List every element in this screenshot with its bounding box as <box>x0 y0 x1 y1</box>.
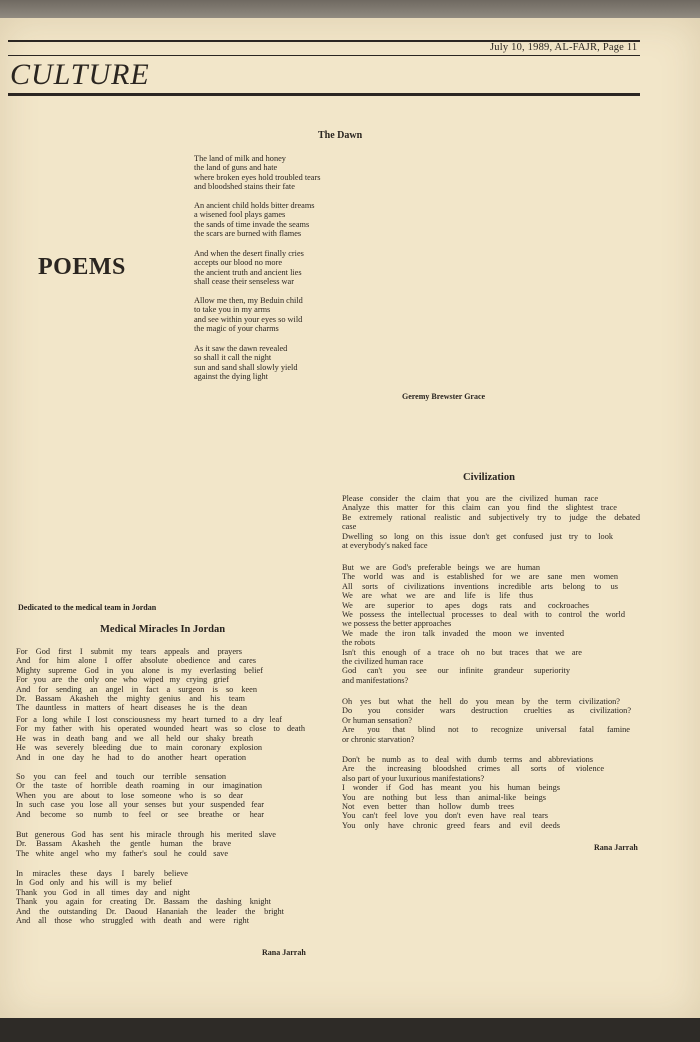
poem-line: Are you that blind not to recognize universal fatal famine <box>342 725 630 735</box>
poem-line: You are nothing but less than animal-like beings <box>342 792 546 802</box>
dedication: Dedicated to the medical team in Jordan <box>18 603 157 612</box>
header-rule-bottom <box>8 93 640 96</box>
poem-line: For a long while I lost consciousness my heart turned to a dry leaf <box>16 715 282 724</box>
section-title: CULTURE <box>10 58 150 91</box>
dawn-stanza-5 <box>194 344 297 382</box>
civilization-title: Civilization <box>463 472 515 483</box>
poem-line: the land of guns and hate <box>194 163 278 173</box>
poem-line: Be extremely rational realistic and subjectively try to judge the debated <box>342 512 640 522</box>
poem-line: And the outstanding Dr. Daoud Hananiah the leader the bright <box>16 906 284 916</box>
poem-line: Don't be numb as to deal with dumb terms and abbreviations <box>342 755 593 764</box>
poem-line: He was severely bleeding due to main coronary explosion <box>16 743 262 753</box>
poem-line: We are what we are and life is life thus <box>342 591 533 601</box>
scan-edge-bottom <box>0 1018 700 1042</box>
poem-line: Allow me then, my Beduin child <box>194 296 303 305</box>
poem-line: The white angel who my father's soul he could save <box>16 848 228 858</box>
poem-line: Analyze this matter for this claim can you find the slightest trace <box>342 503 617 513</box>
dawn-title: The Dawn <box>318 130 363 141</box>
poem-line: the magic of your charms <box>194 324 279 334</box>
poem-line: In God only and his will is my belief <box>16 878 172 888</box>
poem-line: Dr. Bassam Akasheh the mighty genius and his team <box>16 694 245 704</box>
poem-line: We possess the intellectual processes to deal with to control the world <box>342 610 625 620</box>
poem-line: We are superior to apes dogs rats and cockroaches <box>342 600 589 610</box>
page-folio: July 10, 1989, AL-FAJR, Page 11 <box>490 42 638 53</box>
civilization-author: Rana Jarrah <box>594 843 638 852</box>
poem-line: For you are the only one who wiped my crying grief <box>16 675 229 685</box>
poem-line: And all those who struggled with death and were right <box>16 916 249 926</box>
poem-line: We made the iron talk invaded the moon we invented <box>342 628 564 638</box>
poem-line: the ancient truth and ancient lies <box>194 267 302 277</box>
poem-line: All sorts of civilizations inventions incredible arts belong to us <box>342 581 618 591</box>
medical-stanza-3 <box>16 772 312 819</box>
civilization-stanza-1 <box>342 494 640 550</box>
poem-line: Or human sensation? <box>342 715 413 725</box>
poem-line: I wonder if God has meant you his human beings <box>342 783 560 793</box>
poem-line: also part of your luxurious manifestations? <box>342 773 485 783</box>
medical-stanza-5 <box>16 869 312 925</box>
poem-line: Are the increasing bloodshed crimes all sorts of violence <box>342 764 604 774</box>
poem-line: and see within your eyes so wild <box>194 314 303 324</box>
poem-line: where broken eyes hold troubled tears <box>194 172 321 182</box>
poem-line: sun and sand shall slowly yield <box>194 362 298 372</box>
poem-line: we possess the better approaches <box>342 619 452 629</box>
poem-line: God can't you see our infinite grandeur superiority <box>342 666 570 676</box>
header-rule-mid <box>8 55 640 56</box>
poem-line: And in one day he had to do another heart operation <box>16 752 246 762</box>
medical-stanza-4 <box>16 830 312 858</box>
poem-line: against the dying light <box>194 372 268 382</box>
civilization-stanza-2 <box>342 563 640 685</box>
poem-line: and bloodshed stains their fate <box>194 182 295 192</box>
poem-line: Dr. Bassam Akasheh the gentle human the brave <box>16 839 231 849</box>
medical-title: Medical Miracles In Jordan <box>100 624 226 635</box>
poem-line: In miracles these days I barely believe <box>16 869 188 878</box>
poem-line: the civilized human race <box>342 657 424 667</box>
poem-line: But we are God's preferable beings we are human <box>342 563 540 572</box>
poem-line: In such case you lose all your senses but your suspended fear <box>16 800 264 810</box>
poem-line: a wisened fool plays games <box>194 210 286 220</box>
medical-stanza-2 <box>16 715 312 762</box>
poem-line: to take you in my arms <box>194 305 271 315</box>
poem-line: But generous God has sent his miracle through his merited slave <box>16 830 276 839</box>
poem-line: The dauntless in matters of heart diseases he is the dean <box>16 703 247 713</box>
poem-line: For God first I submit my tears appeals and prayers <box>16 647 242 656</box>
poem-line: Isn't this enough of a trace oh no but traces that we are <box>342 647 582 657</box>
dawn-stanza-1 <box>194 154 320 192</box>
poem-line: Not even better than hollow dumb trees <box>342 802 514 812</box>
newspaper-sheet <box>0 18 700 1020</box>
poem-line: For my father with his operated wounded heart was so close to death <box>16 724 305 734</box>
poem-line: Oh yes but what the hell do you mean by the term civilization? <box>342 697 620 706</box>
poem-line: Thank you again for creating Dr. Bassam the dashing knight <box>16 897 271 907</box>
poem-line: the scars are burned with flames <box>194 229 302 239</box>
poem-line: shall cease their senseless war <box>194 277 294 287</box>
poem-line: And for sending an angel in fact a surgeon is so keen <box>16 684 257 694</box>
dawn-stanza-4 <box>194 296 303 334</box>
dawn-stanza-3 <box>194 249 304 287</box>
poem-line: Do you consider wars destruction cruelties as civilization? <box>342 706 631 716</box>
poem-line: So you can feel and touch our terrible sensation <box>16 772 226 781</box>
dawn-author: Geremy Brewster Grace <box>402 392 486 401</box>
poem-line: and manifestations? <box>342 675 409 685</box>
poem-line: The land of milk and honey <box>194 154 286 163</box>
poem-line: He was in death bang and we all held our shaky breath <box>16 733 253 743</box>
poem-line: And for him alone I offer absolute obedience and cares <box>16 656 256 666</box>
poem-line: case <box>342 522 357 532</box>
medical-author: Rana Jarrah <box>262 948 306 957</box>
poem-line: Thank you God in all times day and night <box>16 887 190 897</box>
poem-line: accepts our blood no more <box>194 258 283 268</box>
poem-line: As it saw the dawn revealed <box>194 344 288 353</box>
poem-line: And become so numb to feel or see breathe or hear <box>16 809 264 819</box>
poem-line: The world was and is established for we are sane men women <box>342 572 618 582</box>
poem-line: You only have chronic greed fears and evil deeds <box>342 820 560 830</box>
medical-stanza-1 <box>16 647 312 713</box>
civilization-stanza-4 <box>342 755 640 830</box>
poem-line: Please consider the claim that you are the civilized human race <box>342 494 598 503</box>
poem-line: You can't feel love you don't even have real tears <box>342 811 548 821</box>
poem-line: at everybody's naked face <box>342 541 428 551</box>
poem-line: the robots <box>342 638 375 648</box>
poems-heading: POEMS <box>38 254 126 280</box>
poem-line: or chronic starvation? <box>342 734 415 744</box>
poem-line: so shall it call the night <box>194 353 272 363</box>
civilization-stanza-3 <box>342 697 640 744</box>
poem-line: Or the taste of horrible death roaming in our imagination <box>16 781 262 791</box>
poem-line: Dwelling so long on this issue don't get confused just try to look <box>342 531 613 541</box>
poem-line: the sands of time invade the seams <box>194 219 310 229</box>
dawn-stanza-2 <box>194 201 315 239</box>
poem-line: And when the desert finally cries <box>194 249 304 258</box>
poem-line: An ancient child holds bitter dreams <box>194 201 315 210</box>
poem-line: When you are about to lose someone who is so dear <box>16 790 243 800</box>
poem-line: Mighty supreme God in you alone is my everlasting belief <box>16 665 263 675</box>
